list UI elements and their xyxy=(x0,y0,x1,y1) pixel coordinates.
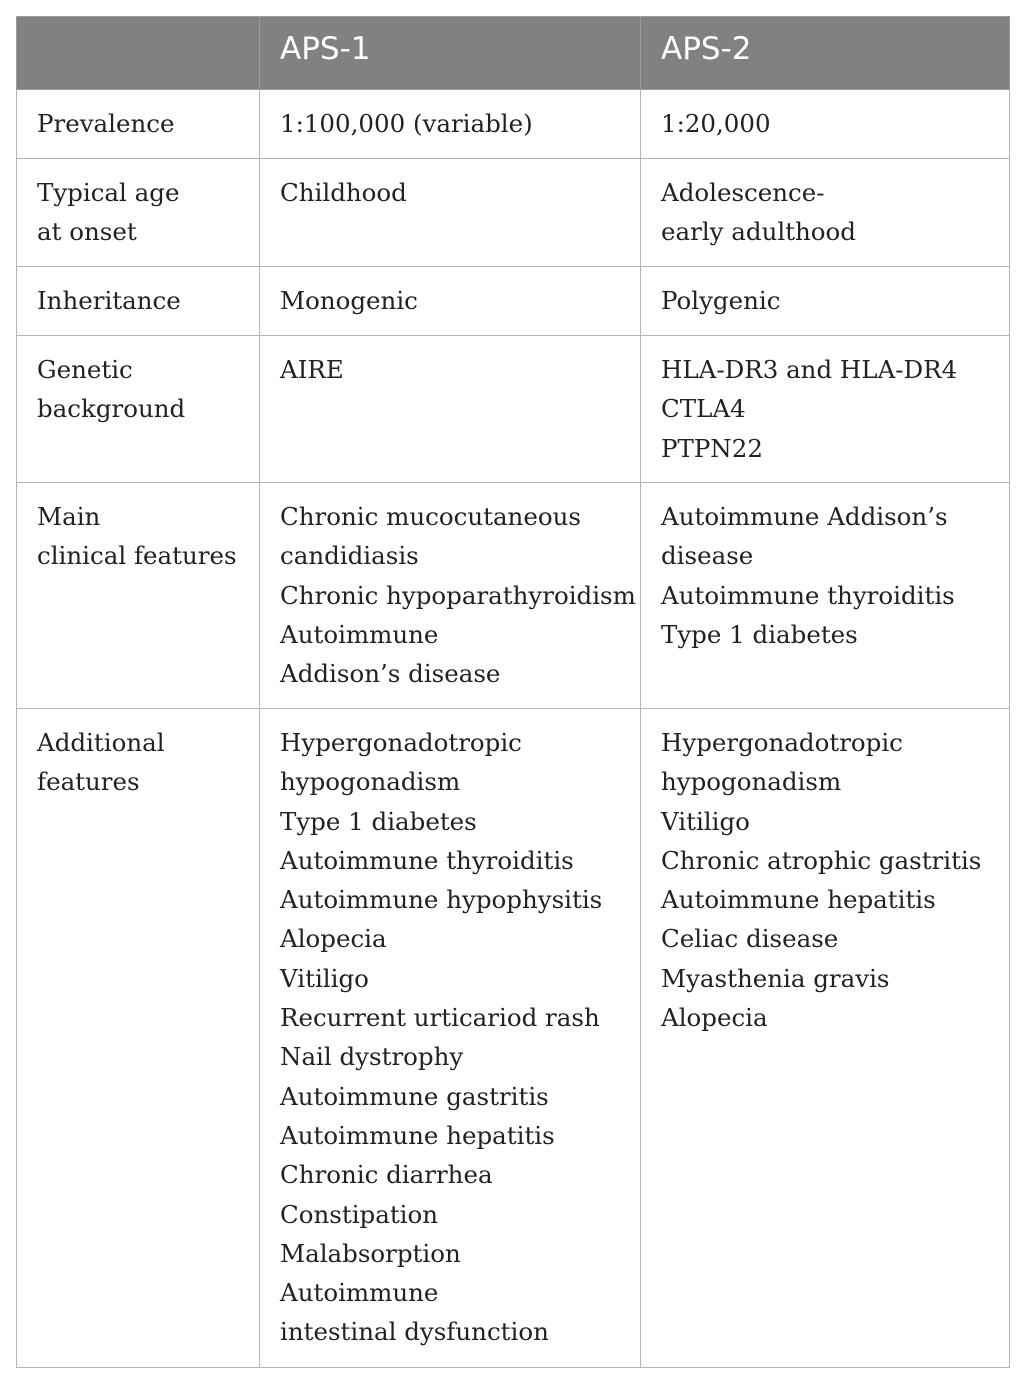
aps1-cell xyxy=(260,267,641,336)
aps2-line: Celiac disease xyxy=(661,924,839,954)
aps2-cell xyxy=(641,709,1010,1368)
header-corner-cell xyxy=(17,17,260,90)
aps-comparison-table xyxy=(16,16,1010,1368)
aps1-line: Autoimmune gastritis xyxy=(280,1081,549,1111)
aps1-line: Alopecia xyxy=(280,924,387,954)
aps1-line: Constipation xyxy=(280,1199,439,1229)
aps1-cell xyxy=(260,483,641,709)
header-row xyxy=(17,17,1010,90)
header-aps2: APS-2 xyxy=(641,17,1010,90)
row-label-line: Typical age xyxy=(37,178,180,207)
aps1-line: candidiasis xyxy=(280,541,419,571)
aps1-line: Chronic diarrhea xyxy=(280,1160,493,1190)
table-row xyxy=(17,709,1010,1368)
table-row xyxy=(17,159,1010,267)
row-label-cell xyxy=(17,336,260,483)
aps1-cell xyxy=(260,709,641,1368)
row-label-line: Prevalence xyxy=(37,109,175,138)
row-label-line: Additional xyxy=(37,728,165,757)
aps2-line: Type 1 diabetes xyxy=(661,619,858,649)
header-aps1: APS-1 xyxy=(260,17,641,90)
row-label-line: features xyxy=(37,767,140,797)
aps1-cell xyxy=(260,159,641,267)
aps2-line: Hypergonadotropic xyxy=(661,728,903,757)
aps1-line: AIRE xyxy=(280,355,344,384)
aps2-line: Myasthenia gravis xyxy=(661,963,890,993)
aps2-line: Autoimmune hepatitis xyxy=(661,885,936,915)
aps2-line: HLA-DR3 and HLA-DR4 xyxy=(661,355,958,384)
aps2-line: CTLA4 xyxy=(661,394,746,424)
aps1-line: Autoimmune hypophysitis xyxy=(280,885,603,915)
aps1-line: Monogenic xyxy=(280,286,418,315)
row-label-cell xyxy=(17,90,260,159)
row-label-line: Main xyxy=(37,502,101,531)
aps2-line: 1:20,000 xyxy=(661,109,771,138)
table-header xyxy=(17,17,1010,90)
aps1-line: 1:100,000 (variable) xyxy=(280,109,533,138)
aps1-line: Nail dystrophy xyxy=(280,1042,464,1072)
aps1-cell xyxy=(260,90,641,159)
table-row xyxy=(17,90,1010,159)
table-row xyxy=(17,267,1010,336)
aps1-line: Autoimmune xyxy=(280,619,439,649)
aps1-line: Childhood xyxy=(280,178,407,207)
aps2-line: PTPN22 xyxy=(661,433,763,463)
aps2-line: Polygenic xyxy=(661,286,781,315)
aps1-line: Hypergonadotropic xyxy=(280,728,522,757)
aps1-line: Recurrent urticariod rash xyxy=(280,1003,600,1033)
aps1-line: intestinal dysfunction xyxy=(280,1317,549,1347)
aps1-line: Vitiligo xyxy=(280,963,369,993)
row-label-line: Inheritance xyxy=(37,286,181,315)
row-label-cell xyxy=(17,709,260,1368)
row-label-line: Genetic xyxy=(37,355,133,384)
row-label-cell xyxy=(17,267,260,336)
row-label-cell xyxy=(17,159,260,267)
aps2-line: Vitiligo xyxy=(661,806,750,836)
aps2-line: Autoimmune Addison’s xyxy=(661,502,948,531)
aps2-cell xyxy=(641,336,1010,483)
aps1-line: Malabsorption xyxy=(280,1238,461,1268)
row-label-line: clinical features xyxy=(37,541,237,571)
table-row xyxy=(17,483,1010,709)
aps1-line: hypogonadism xyxy=(280,767,461,797)
aps1-line: Chronic hypoparathyroidism xyxy=(280,580,636,610)
aps1-line: Addison’s disease xyxy=(280,659,501,689)
table-row xyxy=(17,336,1010,483)
row-label-cell xyxy=(17,483,260,709)
aps1-line: Autoimmune hepatitis xyxy=(280,1120,555,1150)
aps1-line: Autoimmune xyxy=(280,1278,439,1308)
aps2-line: Adolescence- xyxy=(661,178,825,207)
aps1-line: Chronic mucocutaneous xyxy=(280,502,581,531)
aps1-cell xyxy=(260,336,641,483)
aps2-cell xyxy=(641,159,1010,267)
row-label-line: at onset xyxy=(37,217,137,247)
aps2-cell xyxy=(641,90,1010,159)
aps2-line: Chronic atrophic gastritis xyxy=(661,845,982,875)
aps2-line: Autoimmune thyroiditis xyxy=(661,580,955,610)
table-body xyxy=(17,90,1010,1368)
aps2-line: hypogonadism xyxy=(661,767,842,797)
aps1-line: Autoimmune thyroiditis xyxy=(280,845,574,875)
row-label-line: background xyxy=(37,394,186,424)
aps2-line: disease xyxy=(661,541,754,571)
aps2-cell xyxy=(641,483,1010,709)
aps1-line: Type 1 diabetes xyxy=(280,806,477,836)
aps2-line: Alopecia xyxy=(661,1003,768,1033)
aps2-line: early adulthood xyxy=(661,217,856,247)
aps2-cell xyxy=(641,267,1010,336)
